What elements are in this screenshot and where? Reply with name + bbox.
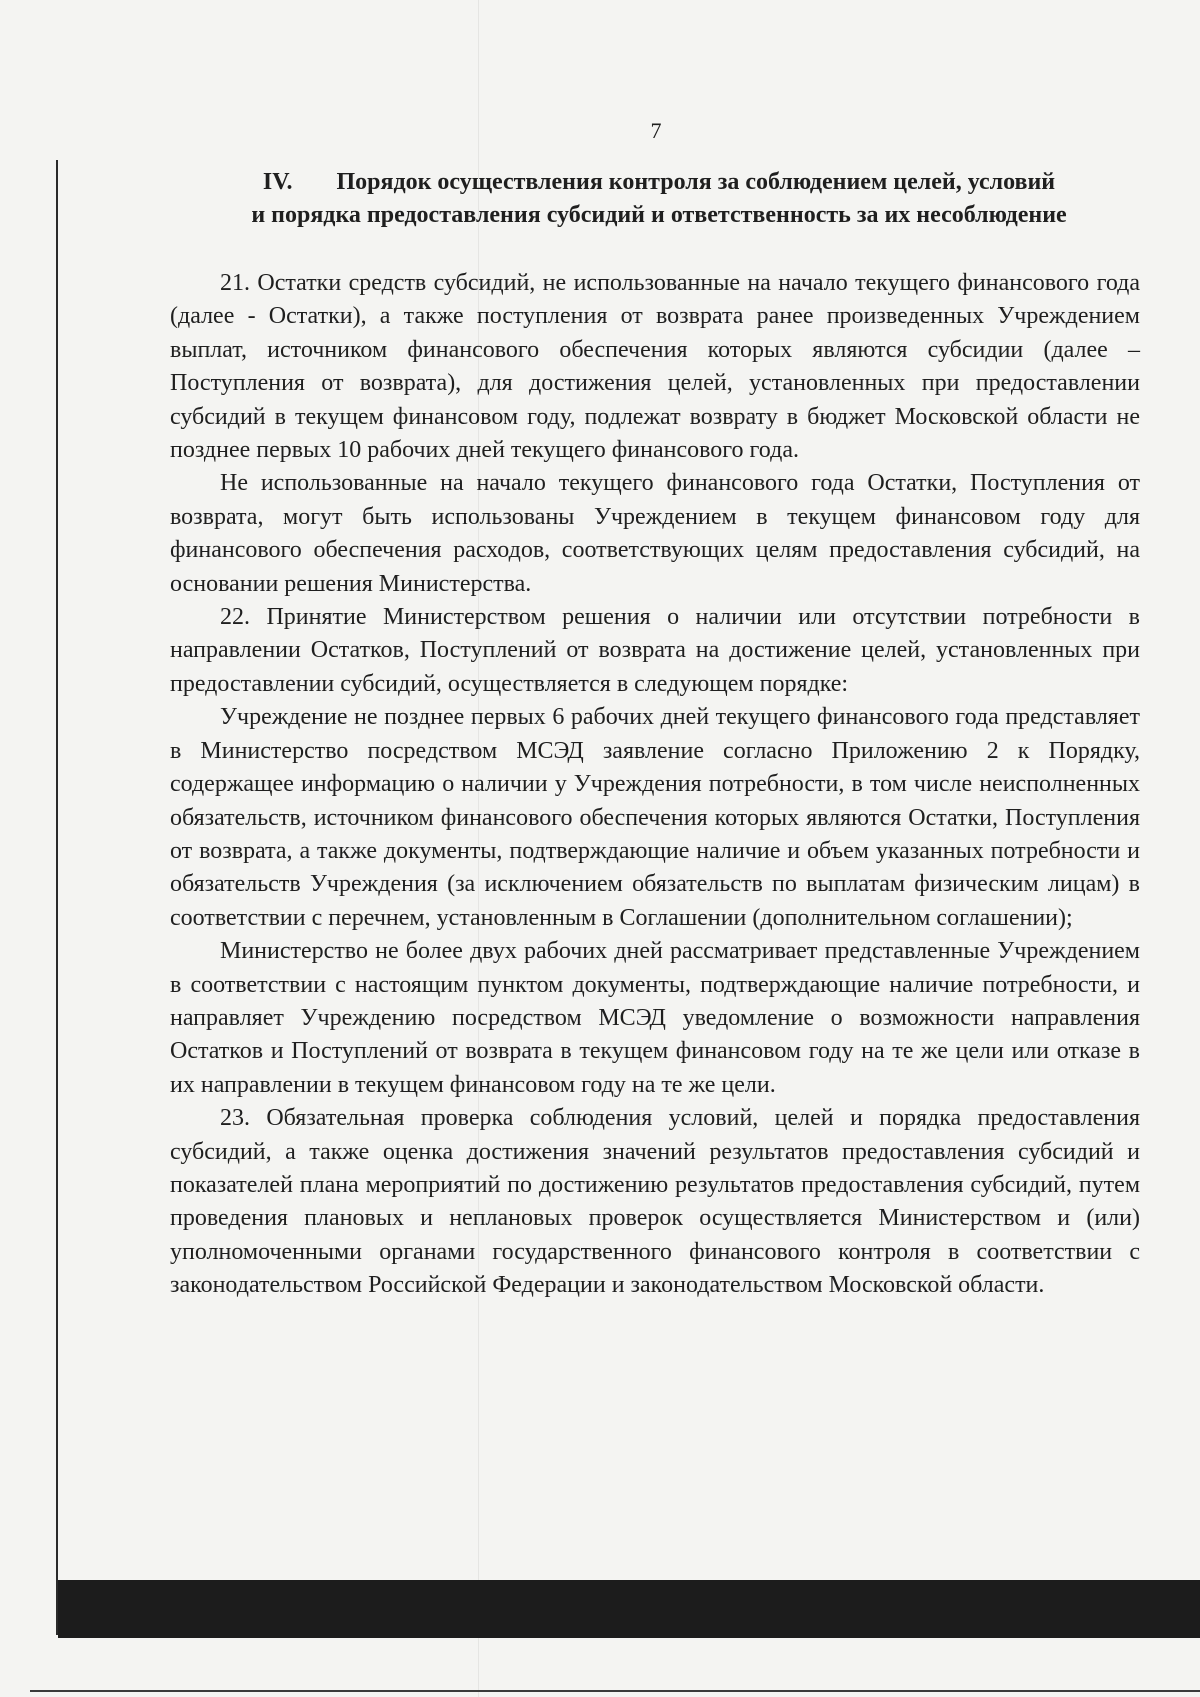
paragraph-21-continued: Не использованные на начало текущего финансового года Остатки, Поступления от возврата, могут быть использованы Учреждением в текущем финансовом году для финансового обеспечения расходов, соответствующих целям предоставления субсидий, на основании решения Министерства. xyxy=(170,470,1140,597)
section-title-line-1: Порядок осуществления контроля за соблюдением целей, условий xyxy=(336,169,1056,195)
section-number: IV. xyxy=(262,169,293,195)
paragraph-23: 23. Обязательная проверка соблюдения условий, целей и порядка предоставления субсидий, а также оценка достижения значений результатов предоставления субсидий и показателей плана мероприятий по достижению результатов предоставления субсидий, путем проведения плановых и неплановых проверок осуществляется Министерством и (или) уполномоченными органами государственного финансового контроля в соответствии с законодательством Российской Федерации и законодательством Московской области. xyxy=(170,1105,1140,1299)
paragraph-21: 21. Остатки средств субсидий, не использованные на начало текущего финансового года (далее - Остатки), а также поступления от возврата ранее произведенных Учреждением выплат, источником финансового обеспечения которых являются субсидии (далее – Поступления от возврата), для достижения целей, установленных при предоставлении субсидий в текущем финансовом году, подлежат возврату в бюджет Московской области не позднее первых 10 рабочих дней текущего финансового года. xyxy=(170,270,1140,464)
document-body xyxy=(170,267,1140,1303)
paragraph-22-ministry: Министерство не более двух рабочих дней рассматривает представленные Учреждением в соответствии с настоящим пунктом документы, подтверждающие наличие потребности, и направляет Учреждению посредством МСЭД уведомление о возможности направления Остатков и Поступлений от возврата в текущем финансовом году на те же цели или отказе в их направлении в текущем финансовом году на те же цели. xyxy=(170,938,1140,1098)
section-title-line-2: и порядка предоставления субсидий и ответственность за их несоблюдение xyxy=(251,202,1067,228)
scan-bottom-rule xyxy=(30,1690,1200,1692)
section-heading-line-1 xyxy=(180,166,1138,199)
paragraph-22-institution: Учреждение не позднее первых 6 рабочих дней текущего финансового года представляет в Министерство посредством МСЭД заявление согласно Приложению 2 к Порядку, содержащее информацию о наличии у Учреждения потребности, в том числе неисполненных обязательств, источником финансового обеспечения которых являются Остатки, Поступления от возврата, а также документы, подтверждающие наличие и объем указанных потребности и обязательств Учреждения (за исключением обязательств по выплатам физическим лицам) в соответствии с перечнем, установленным в Соглашении (дополнительном соглашении); xyxy=(170,704,1140,931)
section-heading xyxy=(180,166,1138,232)
scan-left-edge xyxy=(56,160,58,1635)
paragraph-22: 22. Принятие Министерством решения о наличии или отсутствии потребности в направлении Остатков, Поступлений от возврата на достижение целей, установленных при предоставлении субсидий, осуществляется в следующем порядке: xyxy=(170,604,1140,697)
page-number: 7 xyxy=(650,118,662,143)
scan-black-bar xyxy=(58,1580,1200,1638)
